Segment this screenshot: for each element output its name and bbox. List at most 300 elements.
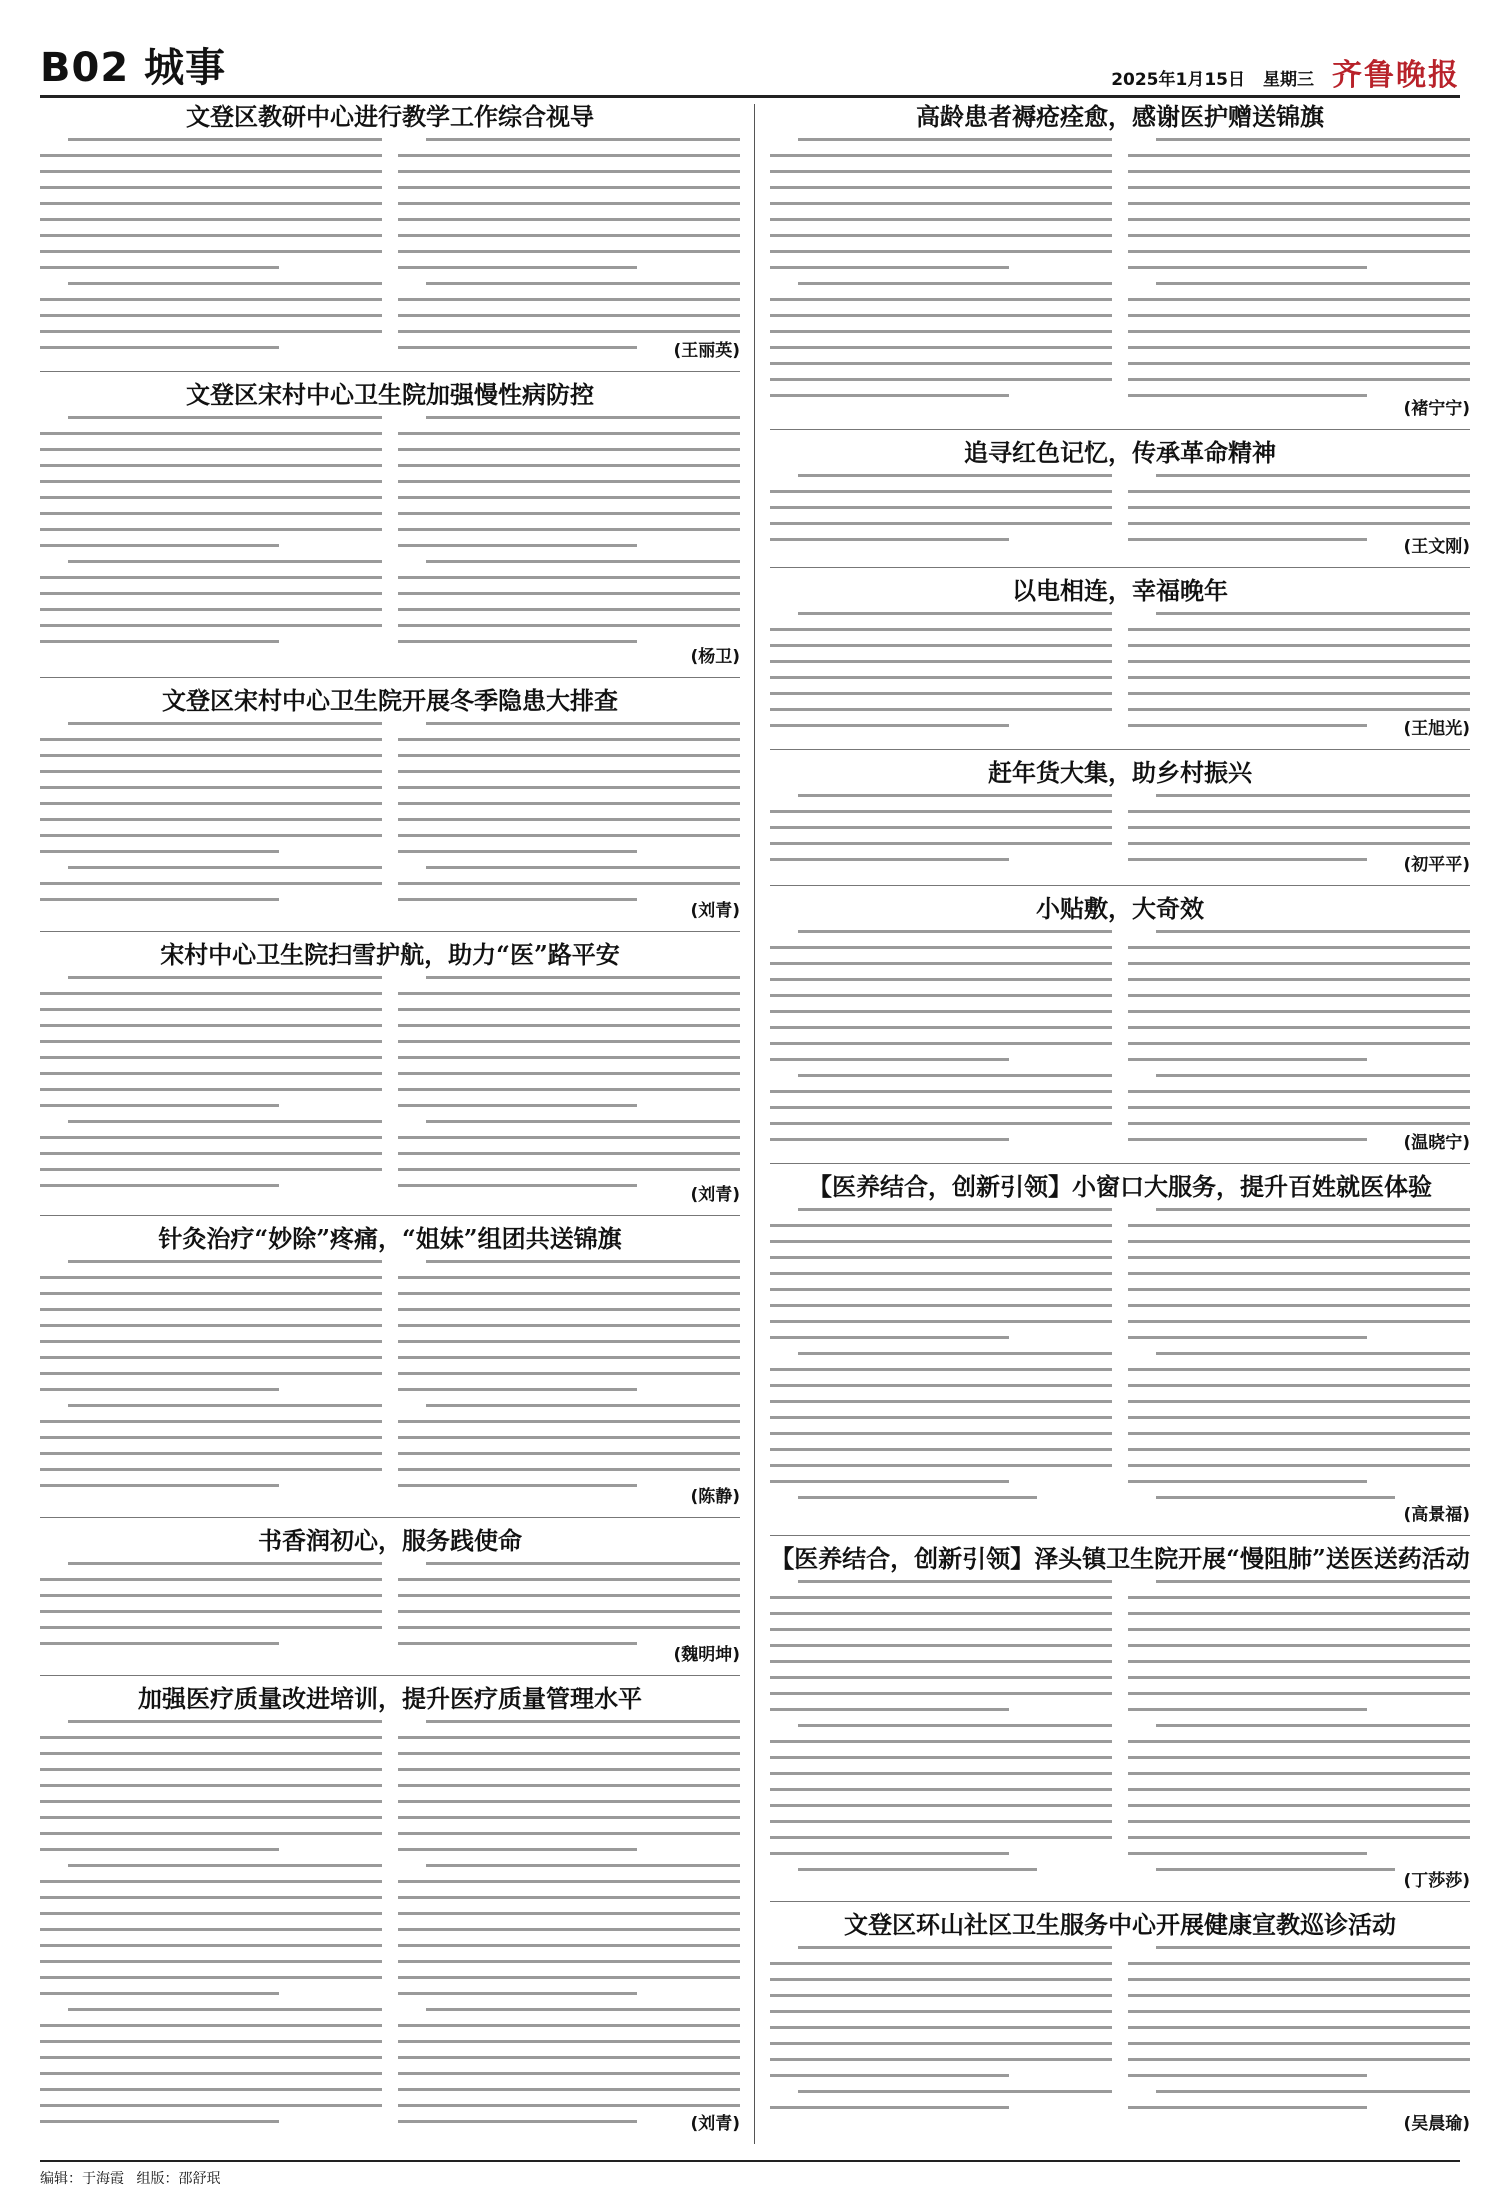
body-text-line <box>398 512 740 515</box>
body-text-line <box>40 2056 382 2059</box>
article-headline: 以电相连，幸福晚年 <box>1012 576 1228 605</box>
body-text-line <box>426 1260 740 1263</box>
article-byline: (陈静) <box>684 1482 740 1507</box>
article-body-col <box>40 722 382 923</box>
body-text-line <box>1128 2010 1470 2013</box>
body-text-line <box>68 1120 382 1123</box>
body-text-line <box>1128 522 1470 525</box>
body-text-line <box>68 2008 382 2011</box>
body-text-line <box>398 2040 740 2043</box>
body-text-line <box>770 1480 1009 1483</box>
article-body-col <box>770 138 1112 421</box>
article-byline: (刘青) <box>684 1180 740 1205</box>
article-body-col <box>1128 1946 1470 2136</box>
article-health-education-tour <box>770 1908 1470 2144</box>
body-text-line <box>426 560 740 563</box>
body-text-line <box>40 992 382 995</box>
article-body-col <box>398 722 740 923</box>
right-column <box>770 100 1470 2145</box>
body-text-line <box>68 282 382 285</box>
body-text-line <box>1128 1336 1367 1339</box>
body-text-line <box>1128 170 1470 173</box>
body-text-line <box>770 1962 1112 1965</box>
body-text-line <box>1128 1026 1470 1029</box>
body-text-line <box>40 1152 382 1155</box>
body-text-line <box>1128 1788 1470 1791</box>
body-text-line <box>770 978 1112 981</box>
body-text-line <box>1128 1628 1470 1631</box>
article-byline: (王旭光) <box>1397 714 1470 739</box>
body-text-line <box>770 1464 1112 1467</box>
body-text-line <box>1128 1042 1470 1045</box>
body-text-line <box>398 186 740 189</box>
body-text-line <box>398 1626 740 1629</box>
body-text-line <box>398 2120 637 2123</box>
body-text-line <box>398 218 740 221</box>
body-text-line <box>40 1642 279 1645</box>
body-text-line <box>1128 1122 1470 1125</box>
body-text-line <box>398 432 740 435</box>
body-text-line <box>40 1324 382 1327</box>
column-divider <box>754 104 755 2144</box>
body-text-line <box>40 2088 382 2091</box>
article-headline: 文登区宋村中心卫生院加强慢性病防控 <box>186 380 594 409</box>
body-text-line <box>398 1848 637 1851</box>
body-text-line <box>398 786 740 789</box>
body-text-line <box>398 346 637 349</box>
body-text-line <box>1128 1384 1470 1387</box>
body-text-line <box>398 202 740 205</box>
body-text-line <box>40 1832 382 1835</box>
body-text-line <box>770 628 1112 631</box>
body-text-line <box>1156 1946 1470 1949</box>
body-text-line <box>770 266 1009 269</box>
body-text-line <box>1156 1868 1395 1871</box>
article-quality-training <box>40 1682 740 2144</box>
body-text-line <box>40 1752 382 1755</box>
body-text-line <box>770 346 1112 349</box>
body-text-line <box>1128 1756 1470 1759</box>
body-text-line <box>770 1384 1112 1387</box>
body-text-line <box>770 2010 1112 2013</box>
body-text-line <box>1128 1106 1470 1109</box>
body-text-line <box>798 2090 1112 2093</box>
body-text-line <box>798 1496 1037 1499</box>
body-text-line <box>40 1816 382 1819</box>
body-text-line <box>398 770 740 773</box>
body-text-line <box>40 1594 382 1597</box>
body-text-line <box>40 898 279 901</box>
body-text-line <box>398 818 740 821</box>
body-text-line <box>398 1040 740 1043</box>
body-text-line <box>1128 346 1470 349</box>
body-text-line <box>426 1404 740 1407</box>
body-text-line <box>1128 1596 1470 1599</box>
body-text-line <box>798 1724 1112 1727</box>
article-headline: 加强医疗质量改进培训，提升医疗质量管理水平 <box>138 1684 642 1713</box>
body-text-line <box>1128 506 1470 509</box>
body-text-line <box>1128 1368 1470 1371</box>
body-text-line <box>398 544 637 547</box>
body-text-line <box>770 1288 1112 1291</box>
body-text-line <box>1156 138 1470 141</box>
body-text-line <box>398 266 637 269</box>
article-body-col <box>40 416 382 669</box>
body-text-line <box>1128 1464 1470 1467</box>
body-text-line <box>398 314 740 317</box>
article-body-col <box>770 612 1112 741</box>
body-text-line <box>770 1138 1009 1141</box>
body-text-line <box>770 644 1112 647</box>
body-text-line <box>398 754 740 757</box>
body-text-line <box>1128 1480 1367 1483</box>
body-text-line <box>40 528 382 531</box>
body-text-line <box>398 1816 740 1819</box>
body-text-line <box>770 1772 1112 1775</box>
body-text-line <box>1128 394 1367 397</box>
body-text-line <box>40 2104 382 2107</box>
article-body-col <box>1128 1580 1470 1893</box>
body-text-line <box>426 416 740 419</box>
article-byline: (温晓宁) <box>1397 1128 1470 1153</box>
body-text-line <box>68 722 382 725</box>
body-text-line <box>40 1610 382 1613</box>
body-text-line <box>1128 858 1367 861</box>
body-text-line <box>1156 1352 1470 1355</box>
body-text-line <box>1156 1724 1470 1727</box>
body-text-line <box>40 834 382 837</box>
body-text-line <box>398 1452 740 1455</box>
body-text-line <box>40 496 382 499</box>
article-teaching-inspection <box>40 100 740 372</box>
body-text-line <box>40 1736 382 1739</box>
article-body-col <box>40 1562 382 1667</box>
body-text-line <box>1128 1978 1470 1981</box>
body-text-line <box>40 850 279 853</box>
body-text-line <box>770 202 1112 205</box>
body-text-line <box>1128 1994 1470 1997</box>
body-text-line <box>1128 1224 1470 1227</box>
body-text-line <box>398 1752 740 1755</box>
body-text-line <box>40 298 382 301</box>
body-text-line <box>398 1928 740 1931</box>
body-text-line <box>40 592 382 595</box>
body-text-line <box>40 1024 382 1027</box>
body-text-line <box>398 1024 740 1027</box>
body-text-line <box>1128 1772 1470 1775</box>
article-headline: 【医养结合，创新引领】泽头镇卫生院开展“慢阻肺”送医送药活动 <box>770 1544 1470 1573</box>
article-new-year-market <box>770 756 1470 886</box>
body-text-line <box>1128 1962 1470 1965</box>
article-bedsore-recovery <box>770 100 1470 430</box>
body-text-line <box>1128 1288 1470 1291</box>
body-text-line <box>1128 1660 1470 1663</box>
body-text-line <box>1128 826 1470 829</box>
body-text-line <box>68 1260 382 1263</box>
body-text-line <box>40 1578 382 1581</box>
body-text-line <box>1128 1836 1470 1839</box>
body-text-line <box>398 480 740 483</box>
article-body-col <box>770 474 1112 559</box>
body-text-line <box>40 1944 382 1947</box>
body-text-line <box>40 1420 382 1423</box>
body-text-line <box>1128 1240 1470 1243</box>
body-text-line <box>770 298 1112 301</box>
body-text-line <box>398 1136 740 1139</box>
body-text-line <box>68 138 382 141</box>
body-text-line <box>1128 490 1470 493</box>
body-text-line <box>40 1896 382 1899</box>
article-body-col <box>1128 930 1470 1155</box>
body-text-line <box>398 1056 740 1059</box>
body-text-line <box>770 170 1112 173</box>
editor-credit: 编辑：于海霞 <box>40 2171 124 2187</box>
body-text-line <box>770 1368 1112 1371</box>
body-text-line <box>398 1324 740 1327</box>
body-text-line <box>1128 538 1367 541</box>
body-text-line <box>398 448 740 451</box>
body-text-line <box>398 576 740 579</box>
body-text-line <box>1128 1804 1470 1807</box>
body-text-line <box>770 676 1112 679</box>
body-text-line <box>1156 2090 1470 2093</box>
article-body-col <box>770 1946 1112 2136</box>
body-text-line <box>40 266 279 269</box>
body-text-line <box>770 858 1009 861</box>
body-text-line <box>1128 724 1367 727</box>
masthead <box>40 28 1460 98</box>
section-code: B02 城事 <box>40 45 227 91</box>
article-copd-outreach <box>770 1542 1470 1902</box>
body-text-line <box>40 1452 382 1455</box>
body-text-line <box>398 1292 740 1295</box>
article-body-col <box>398 416 740 669</box>
body-text-line <box>398 1768 740 1771</box>
body-text-line <box>770 1026 1112 1029</box>
body-text-line <box>398 2088 740 2091</box>
body-text-line <box>426 976 740 979</box>
body-text-line <box>1128 1692 1470 1695</box>
body-text-line <box>398 1388 637 1391</box>
body-text-line <box>398 1420 740 1423</box>
article-headline: 宋村中心卫生院扫雪护航，助力“医”路平安 <box>160 940 620 969</box>
body-text-line <box>770 1240 1112 1243</box>
body-text-line <box>770 1320 1112 1323</box>
body-text-line <box>770 842 1112 845</box>
article-body-col <box>770 930 1112 1155</box>
body-text-line <box>40 512 382 515</box>
article-headline: 追寻红色记忆，传承革命精神 <box>964 438 1276 467</box>
body-text-line <box>68 560 382 563</box>
body-text-line <box>770 1596 1112 1599</box>
body-text-line <box>770 1628 1112 1631</box>
body-text-line <box>398 992 740 995</box>
body-text-line <box>40 1056 382 1059</box>
body-text-line <box>398 1896 740 1899</box>
body-text-line <box>40 802 382 805</box>
article-body-col <box>770 1580 1112 1893</box>
body-text-line <box>40 1436 382 1439</box>
body-text-line <box>40 1276 382 1279</box>
body-text-line <box>40 346 279 349</box>
body-text-line <box>1128 1644 1470 1647</box>
body-text-line <box>40 1468 382 1471</box>
designer-credit: 组版：邵舒珉 <box>136 2171 221 2187</box>
body-text-line <box>770 2026 1112 2029</box>
body-text-line <box>40 1168 382 1171</box>
body-text-line <box>398 1468 740 1471</box>
body-text-line <box>398 1800 740 1803</box>
body-text-line <box>398 882 740 885</box>
body-text-line <box>398 898 637 901</box>
body-text-line <box>770 1756 1112 1759</box>
body-text-line <box>1128 2042 1470 2045</box>
body-text-line <box>770 1400 1112 1403</box>
body-text-line <box>68 1720 382 1723</box>
body-text-line <box>40 1848 279 1851</box>
body-text-line <box>770 946 1112 949</box>
body-text-line <box>798 1868 1037 1871</box>
body-text-line <box>398 1104 637 1107</box>
article-body-col <box>770 794 1112 877</box>
body-text-line <box>398 250 740 253</box>
body-text-line <box>770 1106 1112 1109</box>
body-text-line <box>770 1740 1112 1743</box>
body-text-line <box>1128 1304 1470 1307</box>
article-headline: 书香润初心，服务践使命 <box>258 1526 522 1555</box>
body-text-line <box>770 234 1112 237</box>
body-text-line <box>770 2042 1112 2045</box>
body-text-line <box>1156 282 1470 285</box>
body-text-line <box>1156 1074 1470 1077</box>
body-text-line <box>40 882 382 885</box>
body-text-line <box>68 976 382 979</box>
body-text-line <box>770 1994 1112 1997</box>
article-byline: (褚宁宁) <box>1397 394 1470 419</box>
body-text-line <box>770 1692 1112 1695</box>
body-text-line <box>398 1880 740 1883</box>
body-text-line <box>398 1912 740 1915</box>
body-text-line <box>798 794 1112 797</box>
body-text-line <box>40 1626 382 1629</box>
body-text-line <box>1128 298 1470 301</box>
body-text-line <box>40 1484 279 1487</box>
body-text-line <box>40 576 382 579</box>
body-text-line <box>770 810 1112 813</box>
body-text-line <box>40 1992 279 1995</box>
body-text-line <box>398 738 740 741</box>
body-text-line <box>40 1388 279 1391</box>
body-text-line <box>770 724 1009 727</box>
body-text-line <box>398 528 740 531</box>
body-text-line <box>770 538 1009 541</box>
article-electric-elderly <box>770 574 1470 750</box>
body-text-line <box>1128 378 1470 381</box>
article-headline: 赶年货大集，助乡村振兴 <box>988 758 1252 787</box>
body-text-line <box>398 1594 740 1597</box>
article-byline: (杨卫) <box>684 642 740 667</box>
body-text-line <box>770 1090 1112 1093</box>
body-text-line <box>40 1880 382 1883</box>
page-footer <box>40 2160 1460 2190</box>
body-text-line <box>40 1308 382 1311</box>
article-headline: 文登区环山社区卫生服务中心开展健康宣教巡诊活动 <box>844 1910 1396 1939</box>
body-text-line <box>40 818 382 821</box>
body-text-line <box>770 2106 1009 2109</box>
body-text-line <box>1128 1416 1470 1419</box>
body-text-line <box>398 2056 740 2059</box>
body-text-line <box>398 1356 740 1359</box>
body-text-line <box>798 1946 1112 1949</box>
body-text-line <box>770 1852 1009 1855</box>
article-body-col <box>1128 138 1470 421</box>
body-text-line <box>40 1340 382 1343</box>
body-text-line <box>1128 1090 1470 1093</box>
body-text-line <box>1156 1208 1470 1211</box>
body-text-line <box>40 1040 382 1043</box>
body-text-line <box>1128 2074 1367 2077</box>
body-text-line <box>1128 2026 1470 2029</box>
body-text-line <box>1128 810 1470 813</box>
body-text-line <box>40 1928 382 1931</box>
article-small-plaster <box>770 892 1470 1164</box>
article-byline: (刘青) <box>684 896 740 921</box>
body-text-line <box>770 154 1112 157</box>
body-text-line <box>40 186 382 189</box>
body-text-line <box>770 1272 1112 1275</box>
body-text-line <box>770 1416 1112 1419</box>
body-text-line <box>398 330 740 333</box>
body-text-line <box>770 362 1112 365</box>
body-text-line <box>770 1448 1112 1451</box>
body-text-line <box>798 138 1112 141</box>
body-text-line <box>798 282 1112 285</box>
article-snow-clearing <box>40 938 740 1216</box>
body-text-line <box>770 826 1112 829</box>
body-text-line <box>770 1644 1112 1647</box>
body-text-line <box>1128 186 1470 189</box>
article-body-col <box>398 1260 740 1509</box>
body-text-line <box>398 1008 740 1011</box>
body-text-line <box>40 1104 279 1107</box>
body-text-line <box>398 234 740 237</box>
body-text-line <box>1128 1676 1470 1679</box>
body-text-line <box>426 1562 740 1565</box>
article-byline: (魏明坤) <box>667 1640 740 1665</box>
article-body-col <box>40 1720 382 2136</box>
body-text-line <box>798 1208 1112 1211</box>
paper-name: 齐鲁晚报 <box>1332 58 1460 93</box>
body-text-line <box>40 754 382 757</box>
body-text-line <box>770 994 1112 997</box>
body-text-line <box>1156 612 1470 615</box>
body-text-line <box>1128 314 1470 317</box>
body-text-line <box>398 1152 740 1155</box>
body-text-line <box>770 2074 1009 2077</box>
body-text-line <box>40 1960 382 1963</box>
body-text-line <box>1128 1058 1367 1061</box>
body-text-line <box>68 1562 382 1565</box>
body-text-line <box>1128 202 1470 205</box>
body-text-line <box>770 1836 1112 1839</box>
article-headline: 高龄患者褥疮痊愈，感谢医护赠送锦旗 <box>916 102 1324 131</box>
body-text-line <box>40 786 382 789</box>
body-text-line <box>770 1708 1009 1711</box>
body-text-line <box>40 1008 382 1011</box>
body-text-line <box>68 1404 382 1407</box>
body-text-line <box>1156 1496 1395 1499</box>
body-text-line <box>40 480 382 483</box>
